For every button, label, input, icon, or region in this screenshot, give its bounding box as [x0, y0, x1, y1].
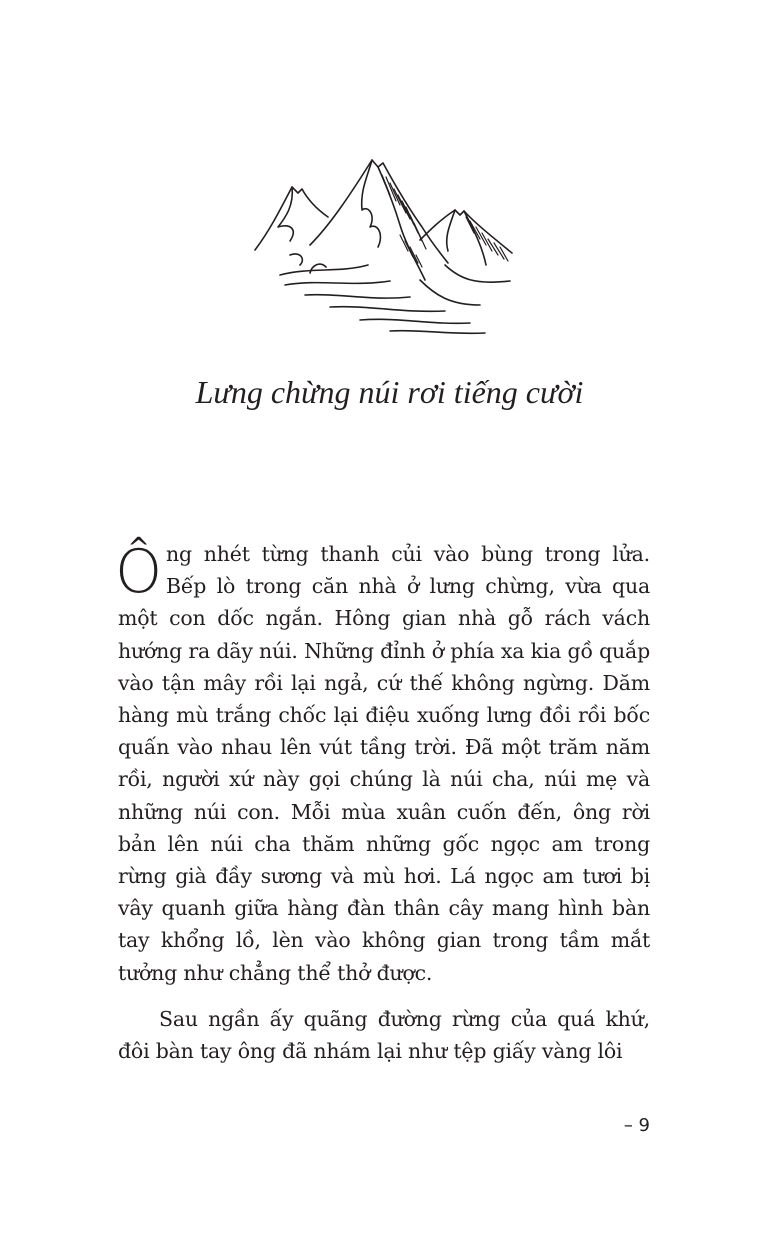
- drop-cap: Ô: [115, 537, 163, 607]
- mountain-range-icon: [250, 155, 520, 340]
- page-number: – 9: [623, 1115, 650, 1136]
- paragraph-1: [115, 537, 650, 989]
- body-text: [115, 537, 650, 1067]
- chapter-title: Lưng chừng núi rơi tiếng cười: [195, 374, 584, 410]
- paragraph-2: Sau ngần ấy quãng đường rừng của quá khứ, đôi bàn tay ông đã nhám lại như tệp giấy vàng lôi: [118, 1006, 650, 1064]
- paragraph-1-text: ng nhét từng thanh củi vào bùng trong lửa. Bếp lò trong căn nhà ở lưng chừng, vừa qua một con dốc ngắn. Hông gian nhà gỗ rách vách hướng ra dãy núi. Những đỉnh ở phía xa kia gồ quắp vào tận mây rồi lại ngả, cứ thế không ngừng. Dăm hàng mù trắng chốc lại điệu xuống lưng đồi rồi bốc quấn vào nhau lên vút tầng trời. Đã một trăm năm rồi, người xứ này gọi chúng là núi cha, núi mẹ và những núi con. Mỗi mùa xuân cuốn đến, ông rời bản lên núi cha thăm những gốc ngọc am trong rừng già đầy sương và mù hơi. Lá ngọc am tươi bị vây quanh giữa hàng đàn thân cây mang hình bàn tay khổng lồ, lèn vào không gian trong tầm mắt tưởng như chẳng thể thở được.: [118, 542, 650, 985]
